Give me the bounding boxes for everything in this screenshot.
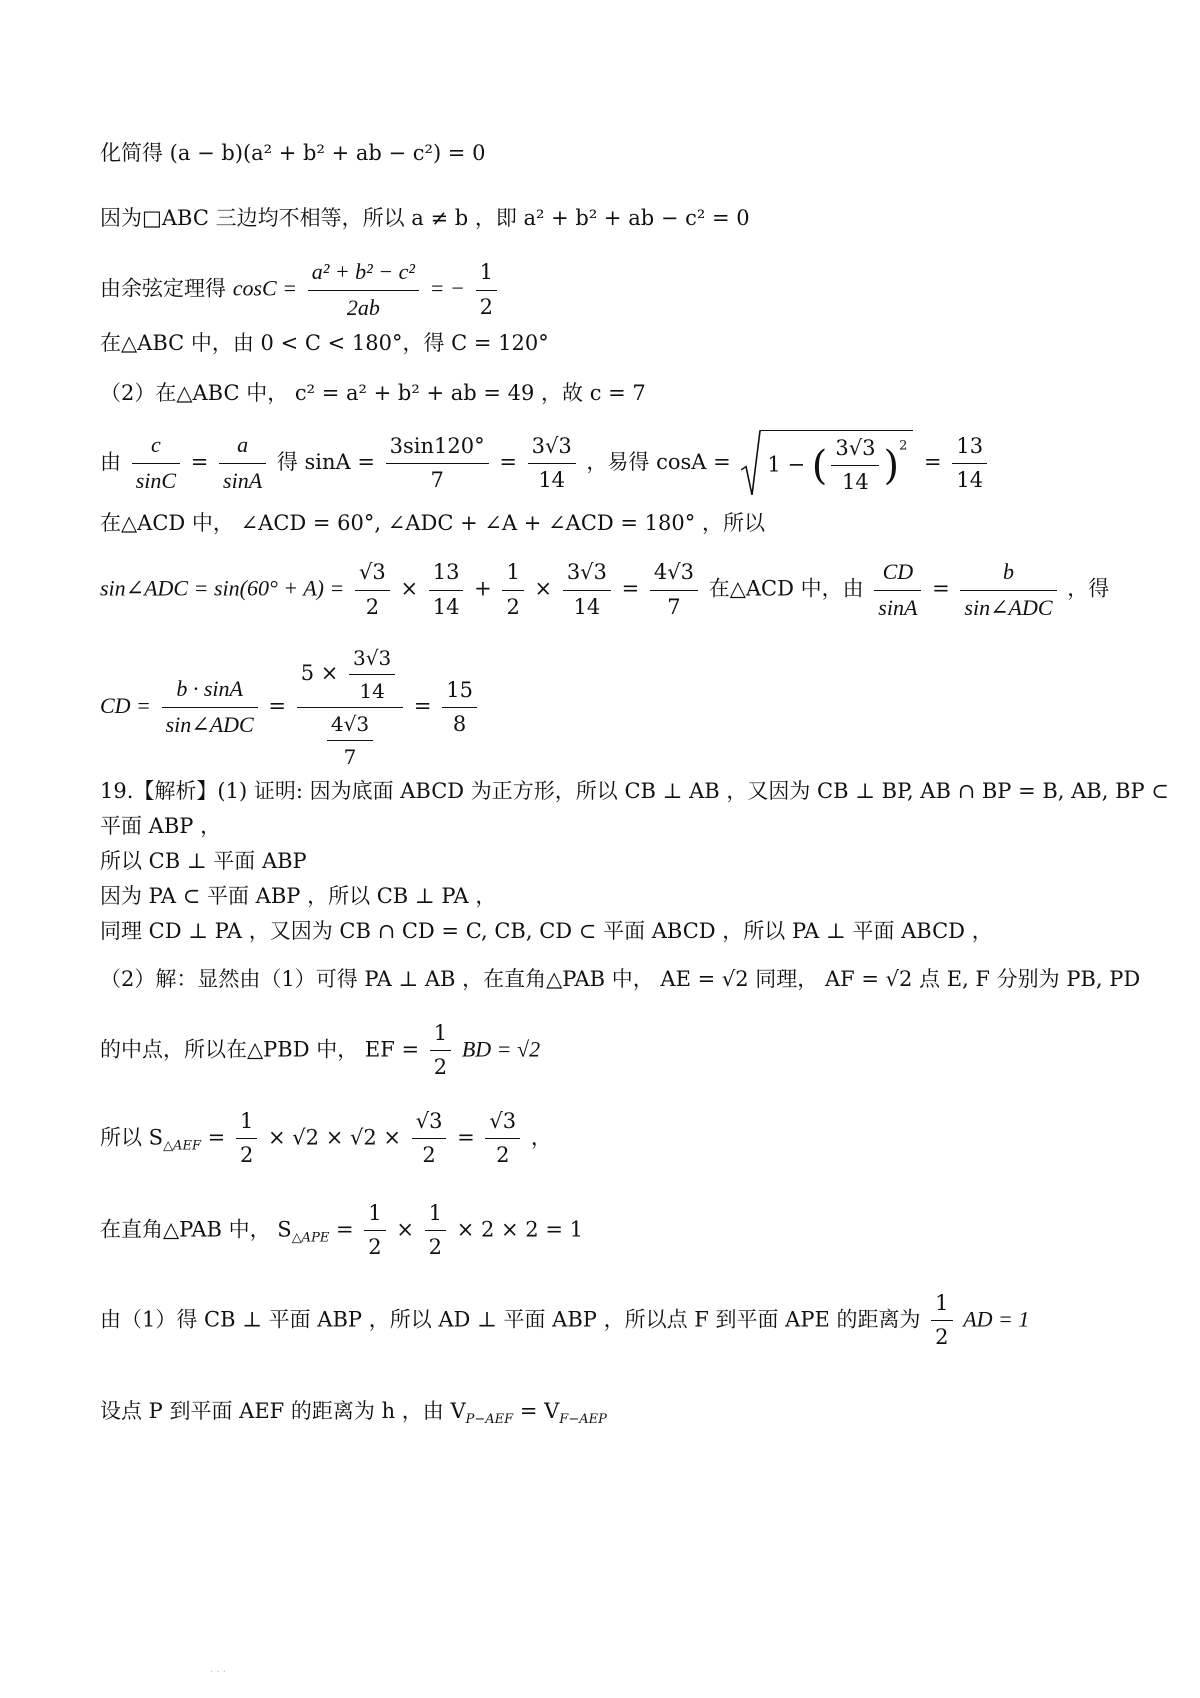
fraction-c-sinC <box>132 431 180 495</box>
fraction-numerator: a <box>219 431 266 464</box>
line-19-end: AD = 1 <box>963 1306 1030 1332</box>
fraction-denominator: sinA <box>878 594 918 620</box>
line-19 <box>100 1290 1029 1352</box>
times-sign: × <box>396 1217 414 1242</box>
fraction-numerator: √3 <box>355 559 390 590</box>
line-13: 因为 PA ⊂ 平面 ABP ，所以 CB ⊥ PA ， <box>100 884 497 908</box>
equals-sign: = <box>924 449 942 474</box>
equals-sign: = <box>621 576 640 601</box>
exponent-2: 2 <box>899 438 908 454</box>
fraction-1-2 <box>502 559 523 621</box>
line-12: 所以 CB ⊥ 平面 ABP <box>100 849 307 873</box>
fraction-numerator: CD <box>874 558 921 591</box>
fraction-3root3-14 <box>528 433 576 495</box>
fraction-denominator: 2ab <box>346 294 380 320</box>
line-5: （2）在△ABC 中， c² = a² + b² + ab = 49 ，故 c = 7 <box>100 381 646 405</box>
fraction-denominator: sin∠ADC <box>165 712 254 737</box>
fraction-root3-2 <box>355 559 390 621</box>
fraction-denominator: 2 <box>506 594 520 619</box>
plus-sign: + <box>474 576 492 601</box>
fraction-a-sinA <box>219 431 266 495</box>
fraction-15-8 <box>442 677 477 739</box>
fraction-denominator: 2 <box>422 1143 436 1168</box>
fraction-1-2 <box>236 1108 257 1170</box>
line-17 <box>100 1108 552 1170</box>
fraction-13-14 <box>429 559 464 621</box>
line-18-end: × 2 × 2 = 1 <box>456 1217 583 1242</box>
compound-numerator <box>297 645 404 708</box>
fraction-4root3-7 <box>327 711 373 770</box>
fraction-half <box>476 259 497 321</box>
line-11: 平面 ABP ， <box>100 814 222 838</box>
fraction-denominator: 8 <box>452 712 467 736</box>
fraction-root3-2 <box>412 1108 447 1170</box>
line-15: （2）解：显然由（1）可得 PA ⊥ AB ，在直角△PAB 中， AE = √2 同理， AF = √2 点 E, F 分别为 PB, PD <box>100 967 1141 991</box>
fraction-numerator: 1 <box>364 1200 385 1231</box>
line-7: 在△ACD 中， ∠ACD = 60°, ∠ADC + ∠A + ∠ACD = 180° ，所以 <box>100 511 765 535</box>
fraction-denominator: 2 <box>479 294 493 319</box>
fraction-denominator: 14 <box>573 594 601 619</box>
fraction-cosine <box>308 258 419 322</box>
equals-sign: = <box>413 694 432 718</box>
fraction-denominator: 2 <box>428 1235 443 1260</box>
fraction-numerator: 3sin120° <box>386 433 489 464</box>
fraction-denominator: 14 <box>842 470 869 495</box>
fraction-numerator: 4√3 <box>327 711 373 741</box>
line-8-mid: 在△ACD 中，由 <box>708 576 864 601</box>
line-16-post: BD = √2 <box>461 1036 541 1062</box>
line-9-pre: CD = <box>100 693 151 718</box>
fraction-denominator: sin∠ADC <box>964 594 1053 620</box>
line-2: 因为□ABC 三边均不相等，所以 a ≠ b ，即 a² + b² + ab − c² = 0 <box>100 206 750 230</box>
right-paren: ) <box>883 442 900 489</box>
equals-sign: = <box>190 449 209 474</box>
equals-sign: = <box>932 576 950 601</box>
compound-top-pre: 5 × <box>300 661 339 685</box>
fraction-3root3-14 <box>563 559 611 621</box>
fraction-CD-sinA <box>874 558 921 622</box>
fraction-in-root <box>831 435 879 497</box>
fraction-denominator: 7 <box>667 594 681 619</box>
equals-sign: = <box>336 1217 354 1242</box>
radical-sign-icon <box>741 430 761 497</box>
fraction-1-2 <box>430 1020 451 1082</box>
times-sign: × <box>534 576 553 601</box>
line-20-pre: 设点 P 到平面 AEF 的距离为 h ，由 V <box>100 1399 466 1423</box>
subscript: F−AEP <box>559 1412 607 1427</box>
compound-denominator <box>297 708 404 770</box>
fraction-numerator: 1 <box>425 1200 446 1231</box>
left-paren: ( <box>811 442 828 489</box>
fraction-numerator: √3 <box>485 1108 520 1139</box>
square-root-expression <box>741 430 913 497</box>
fraction-numerator: 3√3 <box>528 433 576 464</box>
fraction-b-sinADC <box>960 558 1056 622</box>
line-17-end: ， <box>530 1125 552 1150</box>
line-17-pre: 所以 S <box>100 1125 164 1150</box>
fraction-4root3-7 <box>650 559 698 621</box>
fraction-1-2 <box>931 1290 952 1352</box>
fraction-numerator: 15 <box>442 677 477 708</box>
fraction-numerator: b · sinA <box>162 675 258 708</box>
fraction-1-2-second <box>425 1200 446 1262</box>
fraction-denominator: sinA <box>223 467 263 493</box>
equals-sign: = <box>457 1125 475 1150</box>
subscript: △AEF <box>163 1138 201 1154</box>
line-8-end: ，得 <box>1067 576 1110 601</box>
compound-fraction <box>297 645 404 770</box>
fraction-denominator: 2 <box>433 1055 448 1080</box>
fraction-denominator: sinC <box>135 467 177 493</box>
fraction-numerator: 1 <box>476 259 497 290</box>
line-3-pre: 由余弦定理得 <box>100 276 226 301</box>
equals-sign: = <box>207 1125 226 1150</box>
page-footer: · · · <box>210 1667 226 1678</box>
times-sign: × <box>400 576 419 601</box>
line-8 <box>100 558 1109 622</box>
line-3 <box>100 258 501 322</box>
fraction-denominator: 2 <box>365 594 380 619</box>
line-4: 在△ABC 中，由 0 < C < 180°，得 C = 120° <box>100 331 549 355</box>
fraction-numerator: 13 <box>429 559 464 590</box>
line-20 <box>100 1398 607 1429</box>
line-8-pre: sin∠ADC = sin(60° + A) = <box>100 575 345 601</box>
fraction-numerator: c <box>132 431 180 464</box>
fraction-denominator: 2 <box>935 1325 949 1350</box>
line-16 <box>100 1020 540 1082</box>
fraction-numerator: 13 <box>952 433 987 464</box>
fraction-3sin120 <box>386 433 489 495</box>
fraction-root3-2-result <box>485 1108 520 1170</box>
line-9 <box>100 645 481 770</box>
line-17-mid: × √2 × √2 × <box>268 1125 401 1150</box>
line-6-mid2: ，易得 cosA = <box>586 449 731 474</box>
line-20-eq: = V <box>519 1399 560 1423</box>
line-18 <box>100 1200 583 1262</box>
fraction-13-14 <box>952 433 987 495</box>
fraction-numerator: 3√3 <box>349 645 395 675</box>
line-6-mid: 得 sinA = <box>276 449 375 474</box>
line-16-pre: 的中点，所以在△PBD 中， EF = <box>100 1037 420 1062</box>
line-6 <box>100 430 991 497</box>
fraction-numerator: 1 <box>236 1108 257 1139</box>
fraction-numerator: √3 <box>412 1108 447 1139</box>
fraction-numerator: 4√3 <box>650 559 698 590</box>
fraction-denominator: 14 <box>538 467 566 492</box>
subscript: △APE <box>291 1230 330 1246</box>
fraction-numerator: 1 <box>430 1020 451 1051</box>
fraction-numerator: 1 <box>502 559 523 590</box>
fraction-3root3-14 <box>349 645 395 704</box>
fraction-numerator: a² + b² − c² <box>308 258 419 291</box>
line-18-pre: 在直角△PAB 中， S <box>100 1217 292 1242</box>
line-1: 化简得 (a − b)(a² + b² + ab − c²) = 0 <box>100 141 486 165</box>
equals-sign: = <box>268 694 287 718</box>
line-3-eq: = − <box>429 275 465 301</box>
fraction-numerator: 1 <box>931 1290 952 1321</box>
fraction-denominator: 14 <box>432 594 460 619</box>
fraction-denominator: 2 <box>496 1143 510 1168</box>
line-10: 19.【解析】(1) 证明: 因为底面 ABCD 为正方形，所以 CB ⊥ AB ，又因为 CB ⊥ BP, AB ∩ BP = B, AB, BP ⊂ <box>100 779 1169 803</box>
line-14: 同理 CD ⊥ PA ，又因为 CB ∩ CD = C, CB, CD ⊂ 平面 ABCD ，所以 PA ⊥ 平面 ABCD ， <box>100 919 993 943</box>
fraction-numerator: 3√3 <box>563 559 611 590</box>
fraction-denominator: 14 <box>956 467 984 492</box>
radicand-pre: 1 − <box>767 452 806 477</box>
fraction-1-2 <box>364 1200 385 1262</box>
fraction-denominator: 14 <box>359 679 385 703</box>
fraction-bsinA-sinADC <box>162 675 258 739</box>
fraction-numerator: 3√3 <box>831 435 879 466</box>
subscript: P−AEF <box>465 1412 514 1427</box>
fraction-denominator: 2 <box>368 1235 382 1260</box>
line-3-cos: cosC = <box>232 275 298 301</box>
line-6-pre: 由 <box>100 449 121 474</box>
fraction-numerator: b <box>960 558 1056 591</box>
equals-sign: = <box>499 449 517 474</box>
fraction-denominator: 7 <box>343 745 357 769</box>
fraction-denominator: 2 <box>239 1143 254 1168</box>
fraction-denominator: 7 <box>430 467 444 492</box>
line-19-pre: 由（1）得 CB ⊥ 平面 ABP ，所以 AD ⊥ 平面 ABP ，所以点 F 到平面 APE 的距离为 <box>100 1307 921 1332</box>
